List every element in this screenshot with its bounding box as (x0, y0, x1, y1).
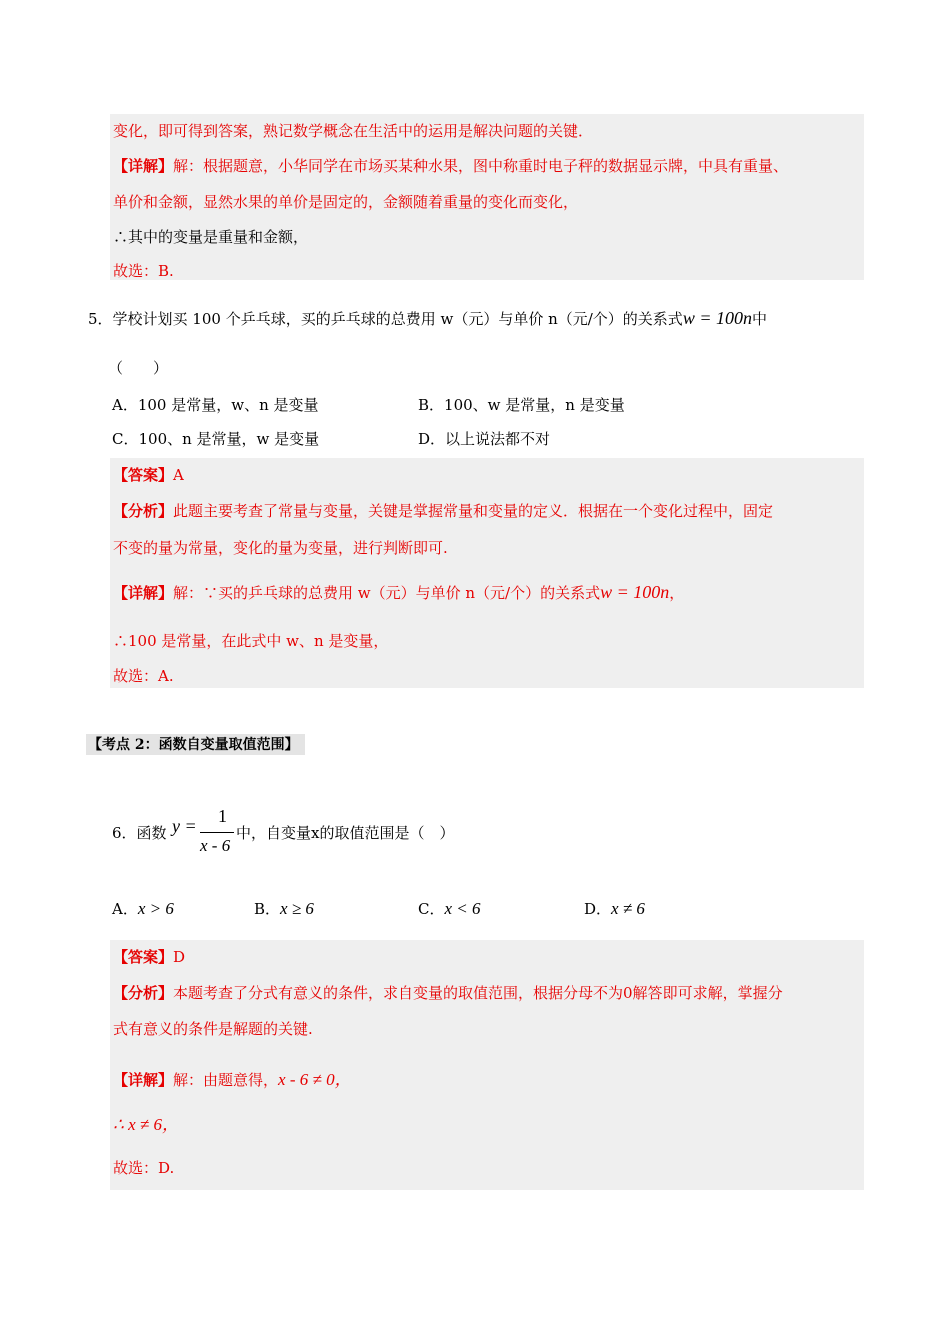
option-a: A．100 是常量，w、n 是变量 (112, 396, 319, 414)
option-letter: D． (584, 900, 612, 918)
option-letter: C． (418, 900, 445, 918)
solution-line: 单价和金额，显然水果的单价是固定的，金额随着重量的变化而变化， (113, 193, 579, 211)
option-expr: x ≥ 6 (280, 899, 314, 918)
analysis-text: 本题考查了分式有意义的条件，求自变量的取值范围，根据分母不为0解答即可求解，掌握分 (173, 984, 783, 1002)
detail-tag: 【详解】 (113, 1071, 174, 1089)
option-d (584, 898, 645, 919)
option-expr: x ≠ 6 (611, 899, 645, 918)
detail-tag: 【详解】 (113, 584, 174, 602)
detail-line: ∴ x ≠ 6， (113, 1115, 179, 1134)
question-5-text: 5．学校计划买 100 个乒乓球，买的乒乓球的总费用 w（元）与单价 n（元/个）的关系式 (88, 310, 683, 328)
section-title: 【考点 2：函数自变量取值范围】 (86, 734, 305, 755)
question-6-y-eq: y = (172, 816, 197, 836)
option-c: C．100、n 是常量，w 是变量 (112, 430, 320, 448)
option-b: B．100、w 是常量，n 是变量 (418, 396, 625, 414)
fraction-numerator: 1 (218, 806, 227, 826)
analysis-line: 不变的量为常量，变化的量为变量，进行判断即可. (113, 539, 448, 557)
question-6-number: 6．函数 (112, 824, 167, 842)
fraction-bar (200, 832, 234, 833)
solution-box-q6 (110, 940, 864, 1190)
question-5-stem-end: 中 (751, 310, 767, 328)
detail-text: 解：∵买的乒乓球的总费用 w（元）与单价 n（元/个）的关系式 (173, 584, 601, 602)
detail-end: ， (669, 584, 685, 602)
question-5-paren: （ ） (108, 359, 169, 377)
detail-formula: w = 100n (600, 582, 670, 602)
option-letter: A． (112, 900, 138, 918)
analysis-tag: 【分析】 (113, 984, 174, 1002)
detail-text: 解：由题意得， (173, 1071, 279, 1089)
analysis-line: 式有意义的条件是解题的关键. (113, 1020, 313, 1038)
question-5-stem (88, 308, 767, 329)
detail-line (113, 582, 684, 603)
option-a (112, 898, 174, 919)
detail-line: 故选：D. (113, 1159, 175, 1177)
answer-line (113, 946, 185, 967)
solution-line: ∴其中的变量是重量和金额， (113, 228, 309, 246)
solution-box-q4 (110, 114, 864, 280)
solution-box-q5 (110, 458, 864, 688)
analysis-line (113, 982, 783, 1003)
solution-line: 故选：B. (113, 262, 174, 280)
detail-expr: x - 6 ≠ 0， (278, 1070, 352, 1089)
option-expr: x > 6 (137, 899, 174, 918)
answer-line (113, 464, 184, 485)
option-c (418, 898, 481, 919)
question-6-fraction (200, 806, 236, 860)
fraction-denominator: x - 6 (200, 836, 231, 855)
question-5-formula: w = 100n (682, 308, 752, 328)
detail-line: ∴100 是常量，在此式中 w、n 是变量， (113, 632, 389, 650)
analysis-text: 此题主要考查了常量与变量，关键是掌握常量和变量的定义．根据在一个变化过程中，固定 (173, 502, 774, 520)
detail-text: 解：根据题意，小华同学在市场买某种水果，图中称重时电子秤的数据显示牌，中具有重量、 (173, 157, 789, 175)
solution-line: 变化，即可得到答案，熟记数学概念在生活中的运用是解决问题的关键． (113, 122, 594, 140)
answer-value: D (173, 948, 186, 966)
analysis-tag: 【分析】 (113, 502, 174, 520)
option-letter: B． (254, 900, 281, 918)
analysis-line (113, 500, 773, 521)
answer-tag: 【答案】 (113, 466, 174, 484)
detail-line: 故选：A. (113, 667, 174, 685)
detail-line (113, 155, 788, 176)
answer-tag: 【答案】 (113, 948, 174, 966)
option-b (254, 898, 314, 919)
option-d: D．以上说法都不对 (418, 430, 551, 448)
answer-value: A (173, 466, 184, 484)
detail-tag: 【详解】 (113, 157, 174, 175)
detail-line (113, 1065, 352, 1090)
question-6-stem: 中，自变量x的取值范围是（ ） (236, 824, 455, 842)
option-expr: x < 6 (444, 899, 481, 918)
